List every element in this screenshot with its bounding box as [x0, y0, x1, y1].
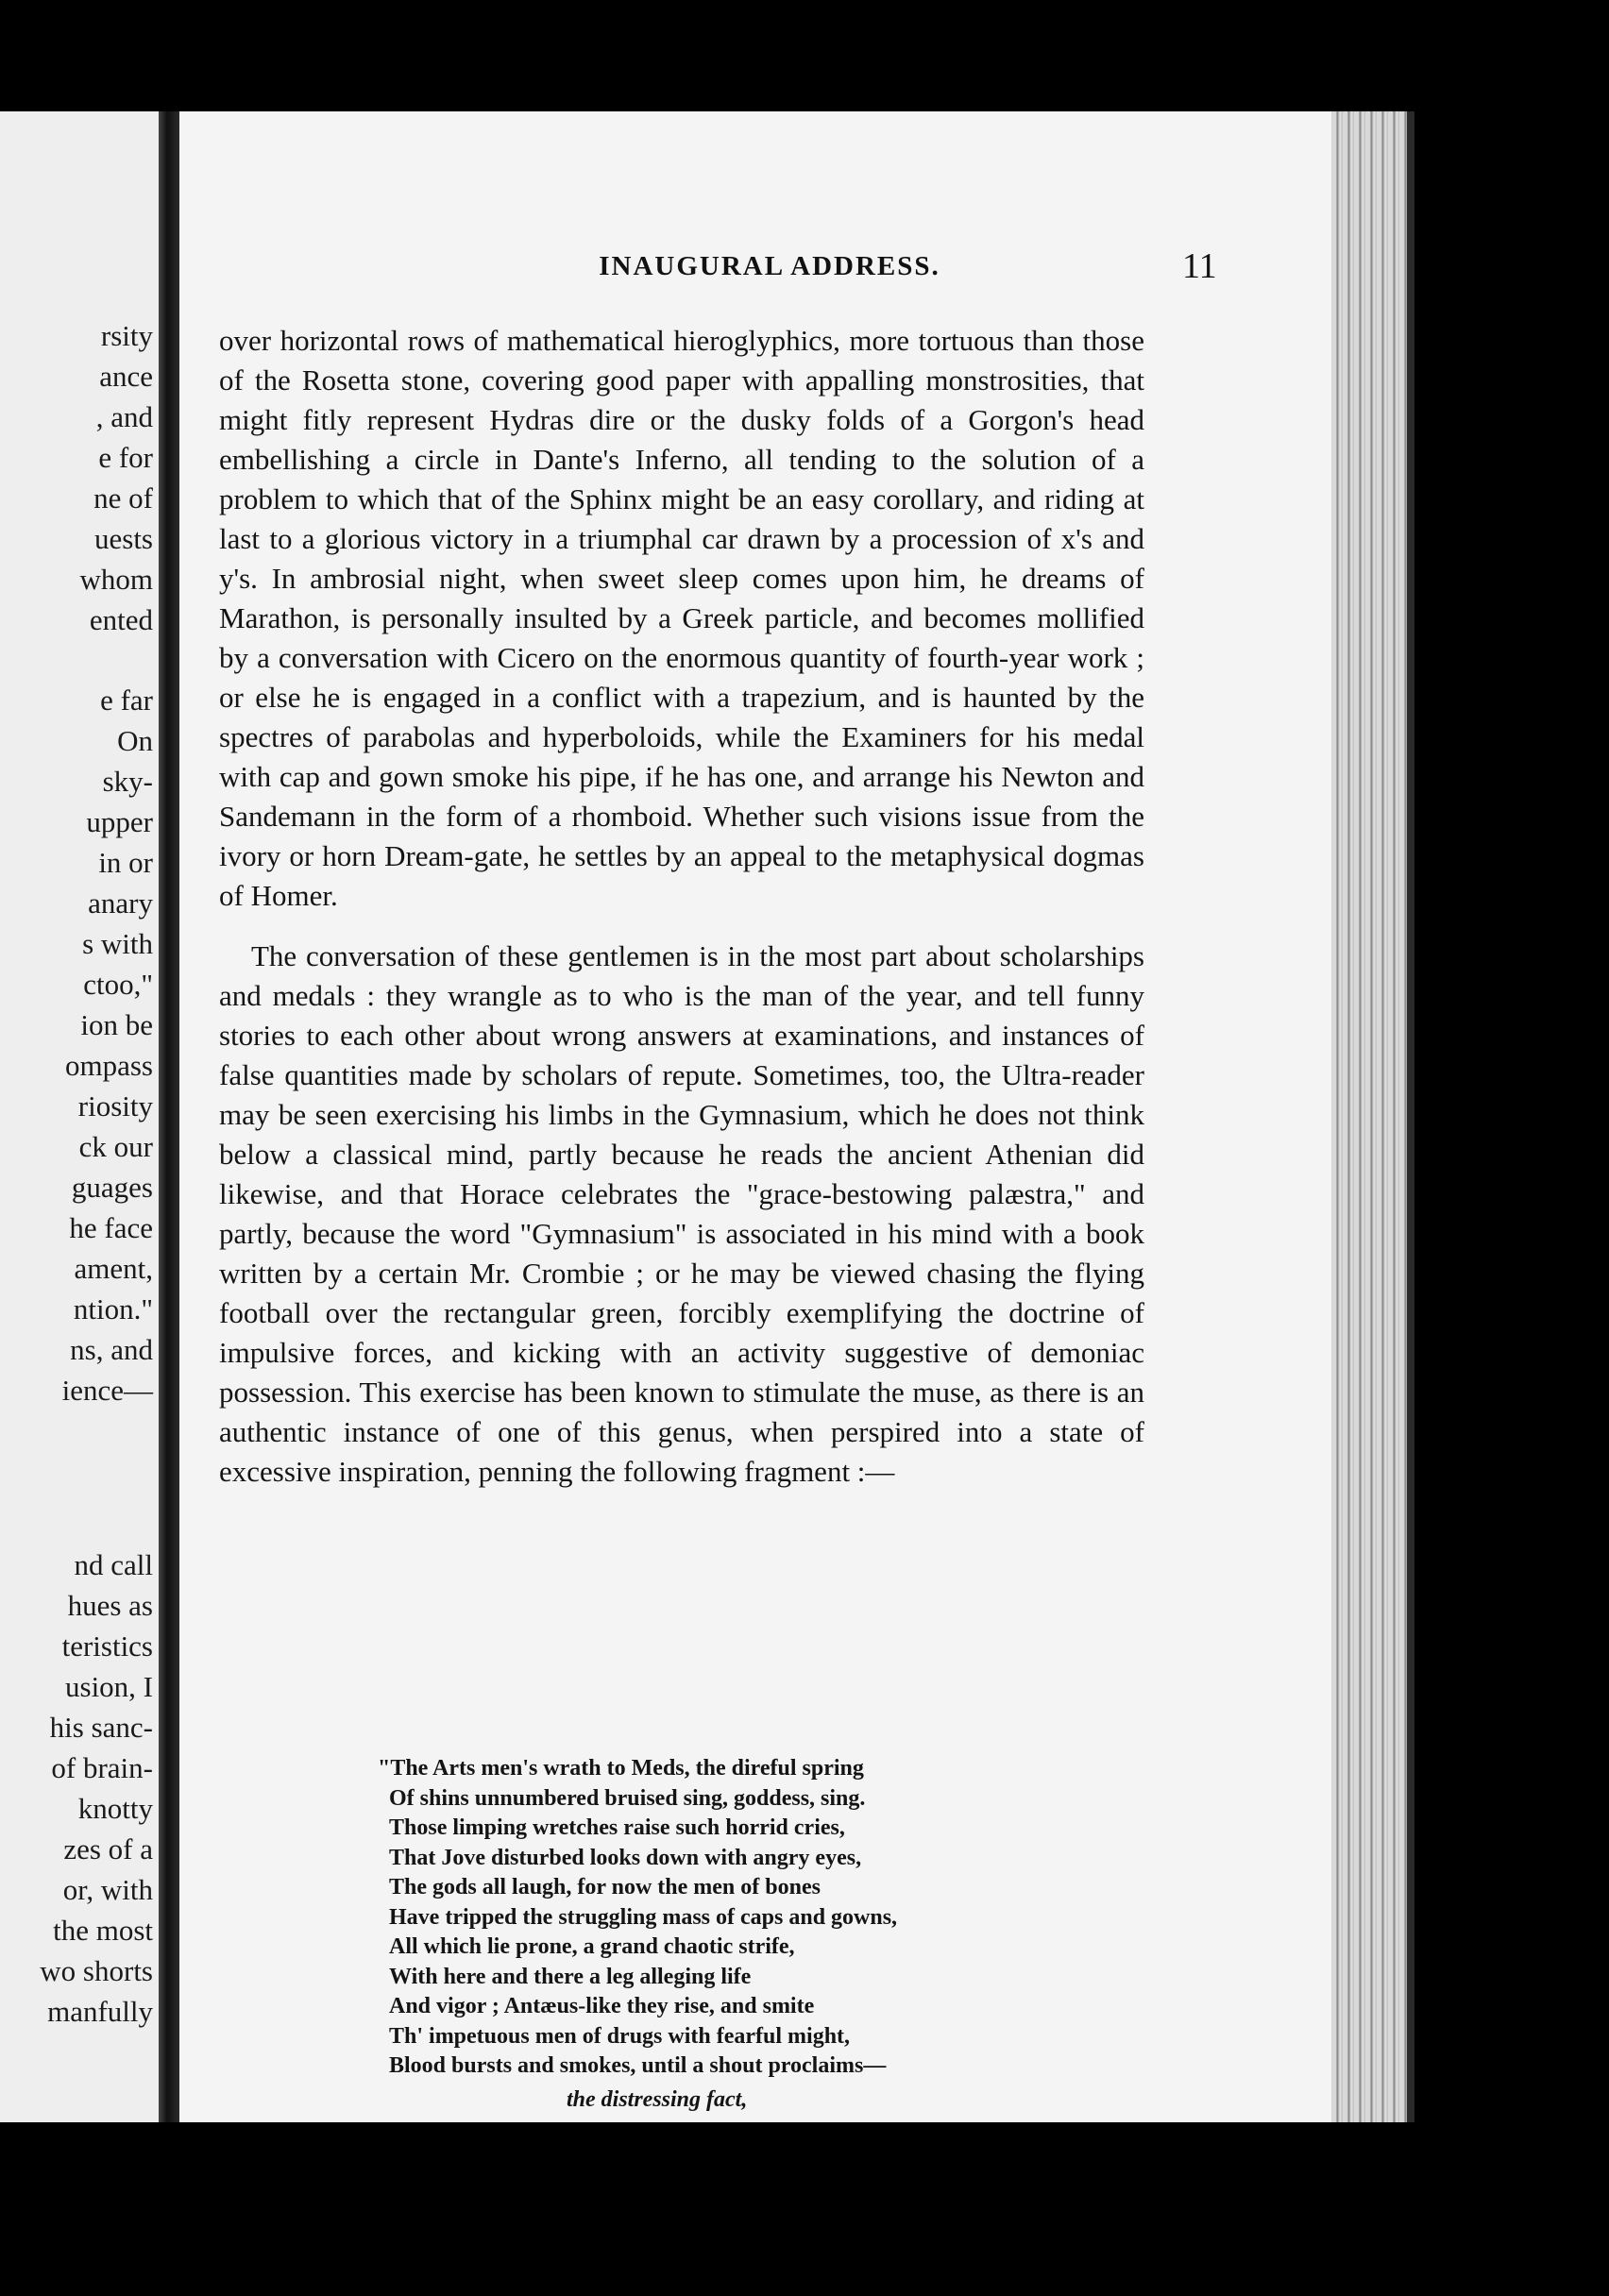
poem-line: With here and there a leg alleging life: [389, 1964, 752, 1989]
left-page-fragment: teristics: [61, 1629, 153, 1663]
left-page-fragment: of brain-: [51, 1751, 153, 1784]
poem-line: Those limping wretches raise such horrid cries,: [389, 1815, 845, 1840]
left-page-fragment: he face: [69, 1211, 153, 1244]
body-text: [219, 321, 1144, 1492]
left-page-fragment: ented: [89, 603, 153, 636]
left-page-fragment: usion, I: [65, 1670, 153, 1703]
left-page-fragment: ctoo,": [83, 968, 153, 1001]
left-page-fragment: ntion.": [73, 1292, 153, 1325]
verse-fragment: [378, 1754, 1039, 2115]
poem-line: All which lie prone, a grand chaotic strife,: [389, 1934, 795, 1959]
left-page-fragment: s with: [82, 927, 153, 960]
left-page-fragment: anary: [88, 886, 153, 920]
left-page-fragment: ion be: [80, 1008, 153, 1041]
left-page-fragment: wo shorts: [40, 1954, 153, 1987]
left-page-fragment: ne of: [93, 481, 153, 515]
poem-line: Blood bursts and smokes, until a shout proclaims—: [389, 2053, 887, 2078]
left-page-fragment: hues as: [67, 1589, 153, 1622]
catchline: the distressing fact,: [567, 2086, 748, 2112]
left-page-fragment: guages: [71, 1171, 153, 1204]
running-head: INAUGURAL ADDRESS.: [599, 251, 940, 281]
left-page-fragment: sky-: [102, 765, 153, 798]
left-page-fragment: knotty: [77, 1792, 153, 1825]
left-page-fragment: or, with: [62, 1873, 153, 1906]
poem-line: The gods all laugh, for now the men of bones: [389, 1875, 821, 1899]
paragraph-2: The conversation of these gentlemen is in the most part about scholarships and medals : they wrangle as to who is the man of the year, and tell funny stories to each other about wrong answers at examinations, and instances of false quantities made by scholars of repute. Sometimes, too, the Ultra-reader may be seen exercising his limbs in the Gymnasium, which he does not think below a classical mind, partly because he reads the ancient Athenian did likewise, and that Horace celebrates the "grace-bestowing palæstra," and partly, because the word "Gymnasium" is associated in his mind with a book written by a certain Mr. Crombie ; or he may be viewed chasing the flying football over the rectangular green, forcibly exemplifying the doctrine of impulsive forces, and kicking with an activity suggestive of demoniac possession. This exercise has been known to stimulate the muse, as there is an authentic instance of one of this genus, when perspired into a state of excessive inspiration, penning the following fragment :—: [219, 939, 1144, 1488]
poem-line: Of shins unnumbered bruised sing, goddess, sing.: [389, 1785, 866, 1811]
left-page-fragment: On: [117, 724, 153, 757]
left-page-fragment: e for: [98, 441, 153, 474]
left-page-fragment: ance: [99, 360, 153, 393]
poem-line: And vigor ; Antæus-like they rise, and smite: [389, 1994, 815, 2018]
page-number: 11: [1182, 246, 1217, 286]
left-page-fragment: riosity: [77, 1089, 153, 1123]
left-page-fragment: manfully: [47, 1995, 153, 2028]
left-page-fragment: , and: [95, 400, 153, 433]
left-page-fragment: ament,: [74, 1252, 153, 1285]
left-page-fragment: rsity: [100, 319, 153, 352]
paragraph-1: over horizontal rows of mathematical hieroglyphics, more tortuous than those of the Rosetta stone, covering good paper with appalling monstrosities, that might fitly represent Hydras dire or the dusky folds of a Gorgon's head embellishing a circle in Dante's Inferno, all tending to the solution of a problem to which that of the Sphinx might be an easy corollary, and riding at last to a glorious victory in a triumphal car drawn by a procession of x's and y's. In ambrosial night, when sweet sleep comes upon him, he dreams of Marathon, is personally insulted by a Greek particle, and becomes mollified by a conversation with Cicero on the enormous quantity of fourth-year work ; or else he is engaged in a conflict with a trapezium, and is haunted by the spectres of parabolas and hyperboloids, while the Examiners for his medal with cap and gown smoke his pipe, if he has one, and arrange his Newton and Sandemann in the form of a rhomboid. Whether such visions issue from the ivory or horn Dream-gate, he settles by an appeal to the metaphysical dogmas of Homer.: [219, 324, 1144, 912]
left-page-fragment: ns, and: [70, 1333, 153, 1366]
left-page-fragment: ience—: [61, 1374, 153, 1407]
left-page-fragment: e far: [100, 684, 153, 717]
left-page-fragment: zes of a: [63, 1832, 153, 1866]
page-edges: [1331, 111, 1407, 2122]
left-page-fragment: whom: [79, 563, 153, 596]
page-edge-shadow: [1407, 111, 1414, 2122]
left-page-fragment: uests: [94, 522, 153, 555]
facing-page-fragment: [0, 111, 159, 2122]
left-page-fragment: in or: [98, 846, 153, 879]
left-page-fragment: ompass: [65, 1049, 153, 1082]
book-page: [179, 111, 1360, 2122]
left-page-fragment: ck our: [78, 1130, 153, 1163]
left-page-fragment: the most: [53, 1914, 153, 1947]
left-page-fragment: upper: [86, 805, 153, 838]
book-gutter: [159, 111, 179, 2122]
left-page-fragment: his sanc-: [49, 1711, 153, 1744]
left-page-fragment: nd call: [74, 1548, 153, 1581]
poem-line: That Jove disturbed looks down with angry eyes,: [389, 1845, 862, 1870]
poem-line: Have tripped the struggling mass of caps and gowns,: [389, 1904, 898, 1930]
poem-line: "The Arts men's wrath to Meds, the direful spring: [378, 1756, 864, 1781]
poem-line: Th' impetuous men of drugs with fearful might,: [389, 2023, 851, 2049]
